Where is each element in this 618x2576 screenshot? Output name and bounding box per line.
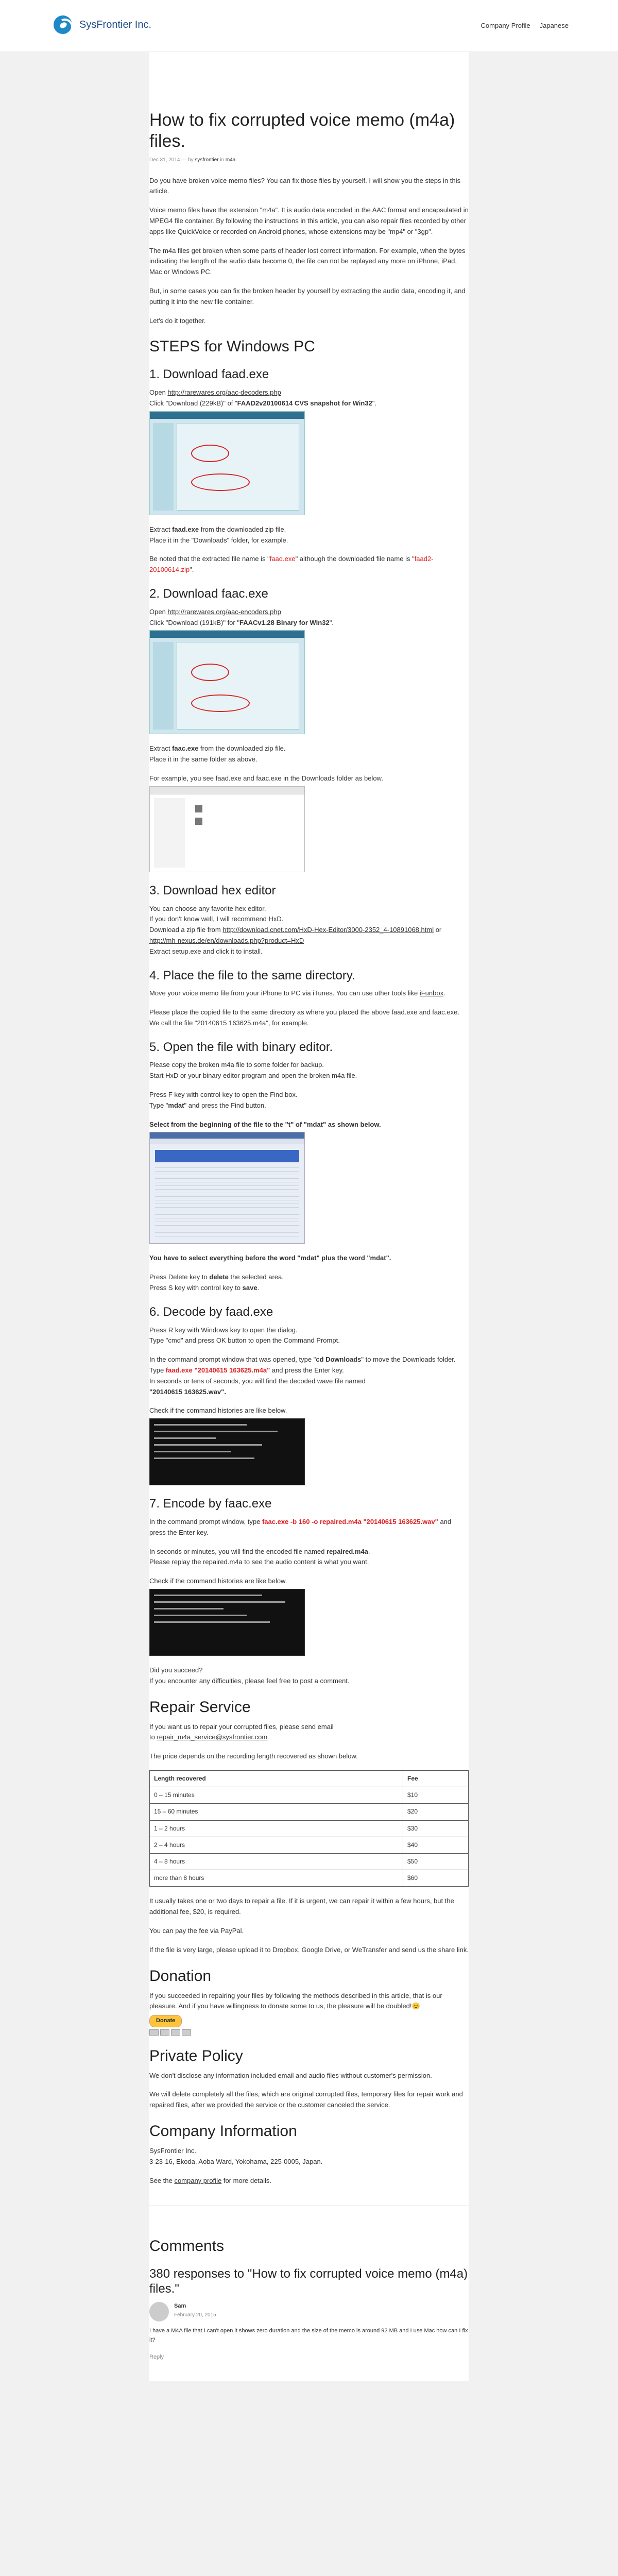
step6-p1	[149, 1325, 469, 1347]
reply-link[interactable]: Reply	[149, 2354, 164, 2361]
screenshot-bar	[150, 1132, 304, 1139]
step7-p3: Check if the command histories are like below.	[149, 1577, 287, 1585]
table-row	[150, 1870, 469, 1887]
step1-heading: 1. Download faad.exe	[149, 367, 269, 382]
nav-japanese[interactable]: Japanese	[539, 22, 569, 29]
step2-example: For example, you see faad.exe and faac.exe in the Downloads folder as below.	[149, 774, 383, 782]
fee-cell: $20	[403, 1804, 469, 1820]
text: for more details.	[221, 2176, 272, 2184]
repair-p3: It usually takes one or two days to repair a file. If it is urgent, we can repair it within a few hours, but the additional fee, $20, is required.	[149, 1897, 454, 1916]
text: Extract	[149, 744, 173, 753]
donate-button[interactable]: Donate	[149, 2015, 182, 2027]
screenshot-bar	[150, 412, 304, 419]
text: In the command prompt window that was opened, type "	[149, 1355, 316, 1364]
text: If you don't know well, I will recommend HxD.	[149, 915, 284, 923]
comment-author: Sam	[174, 2303, 186, 2310]
donate-block	[149, 2015, 469, 2036]
text: .	[443, 989, 445, 997]
text: " and press the Find button.	[184, 1101, 266, 1109]
text: Be noted that the extracted file name is "	[149, 555, 270, 563]
faad-exe-name: faad.exe	[172, 525, 199, 533]
text: You can choose any favorite hex editor.	[149, 904, 266, 912]
step5-p5	[149, 1272, 469, 1294]
highlight-oval	[191, 473, 250, 491]
amex-icon	[171, 2029, 180, 2036]
text: from the downloaded zip file.	[198, 744, 286, 753]
screenshot-bar	[150, 631, 304, 638]
console-line	[154, 1444, 262, 1446]
text: ".	[372, 399, 377, 407]
ifunbox-link[interactable]: iFunbox	[419, 989, 444, 997]
step5-p2	[149, 1090, 469, 1111]
text: We call the file "20140615 163625.m4a", for example.	[149, 1019, 309, 1027]
text: Press R key with Windows key to open the dialog.	[149, 1326, 298, 1334]
step1-open	[149, 387, 469, 409]
length-cell: more than 8 hours	[150, 1870, 403, 1887]
company-see	[149, 2176, 469, 2187]
text: .	[257, 1284, 260, 1292]
text: and press the Enter key.	[149, 1518, 452, 1536]
length-cell: 0 – 15 minutes	[150, 1787, 403, 1804]
step3-heading: 3. Download hex editor	[149, 883, 276, 897]
faad-zip-name: faad2-20100614.zip	[149, 555, 434, 574]
console-line	[154, 1608, 224, 1609]
company-name: SysFrontier Inc.	[149, 2147, 197, 2155]
intro-paragraph: The m4a files get broken when some parts of header lost correct information. For example, when the bytes indicating the length of the audio data become 0, the file can not be replayed any more on iPhone, iPad, Mac or Windows PC.	[149, 246, 466, 276]
console-line	[154, 1621, 270, 1623]
faac-download-name: FAACv1.28 Binary for Win32	[239, 618, 330, 626]
length-cell: 4 – 8 hours	[150, 1853, 403, 1870]
step7-p1	[149, 1517, 469, 1538]
text: to	[149, 1733, 157, 1741]
text: In seconds or tens of seconds, you will find the decoded wave file named	[149, 1377, 366, 1385]
step5-p4: You have to select everything before the word "mdat" plus the word "mdat".	[149, 1254, 391, 1262]
length-cell: 15 – 60 minutes	[150, 1804, 403, 1820]
company-heading: Company Information	[149, 2123, 297, 2140]
text: Press Delete key to	[149, 1273, 210, 1281]
text: .	[368, 1547, 370, 1555]
text: Please copy the broken m4a file to some folder for backup.	[149, 1061, 324, 1069]
site-title[interactable]: SysFrontier Inc.	[79, 19, 152, 30]
fee-cell: $50	[403, 1853, 469, 1870]
text: the selected area.	[228, 1273, 284, 1281]
fee-cell: $10	[403, 1787, 469, 1804]
text: and press the Enter key.	[270, 1366, 344, 1375]
step6-heading: 6. Decode by faad.exe	[149, 1304, 273, 1319]
company-profile-link[interactable]: company profile	[174, 2176, 222, 2184]
text: If you encounter any difficulties, please feel free to post a comment.	[149, 1676, 350, 1685]
step1-note	[149, 554, 469, 575]
console-line	[154, 1451, 231, 1452]
comment	[149, 2302, 469, 2321]
text: Type	[149, 1366, 166, 1375]
post-category[interactable]: m4a	[225, 157, 236, 163]
command-text: faac.exe -b 160 -o repaired.m4a "20140615 163625.wav"	[262, 1518, 438, 1526]
rarewares-encoders-link[interactable]: http://rarewares.org/aac-encoders.php	[167, 607, 281, 616]
command-prompt-screenshot	[149, 1589, 305, 1656]
console-line	[154, 1595, 262, 1596]
nav-company-profile[interactable]: Company Profile	[480, 22, 530, 29]
comment-text: I have a M4A file that I can't open it shows zero duration and the size of the memo is around 92 MB and I use Mac how can I fix it?	[149, 2328, 468, 2343]
highlight-oval	[191, 445, 229, 462]
table-row	[150, 1804, 469, 1820]
step4-heading: 4. Place the file to the same directory.	[149, 968, 355, 982]
text: Please place the copied file to the same directory as where you placed the above faad.exe and faac.exe.	[149, 1008, 459, 1016]
rarewares-decoders-screenshot	[149, 411, 305, 515]
post-date[interactable]: Dec 31, 2014	[149, 157, 180, 163]
mastercard-icon	[160, 2029, 169, 2036]
hex-rows	[155, 1164, 299, 1238]
logo-icon	[54, 15, 72, 34]
intro-paragraph: Voice memo files have the extension "m4a". It is audio data encoded in the AAC format and encapsulated in MPEG4 file container. By following the instructions in this article, you can also repair files recorded by other apps like QuickVoice or recorded on Android phones, whose extensions may be "mp4" or "3gp".	[149, 206, 469, 235]
company-address-block	[149, 2146, 469, 2167]
text: Download a zip file from	[149, 926, 223, 934]
comments-heading: Comments	[149, 2238, 225, 2255]
step2-open	[149, 607, 469, 629]
text: Please replay the repaired.m4a to see the audio content is what you want.	[149, 1558, 369, 1566]
text: Press S key with control key to	[149, 1284, 243, 1292]
privacy-heading: Private Policy	[149, 2047, 243, 2064]
rarewares-decoders-link[interactable]: http://rarewares.org/aac-decoders.php	[167, 388, 281, 397]
text: Extract setup.exe and click it to install.	[149, 947, 263, 955]
hex-selection	[155, 1150, 299, 1162]
text: Click "Download (229kB)" of "	[149, 399, 237, 407]
step4-p1	[149, 988, 469, 999]
text: In the command prompt window, type	[149, 1518, 262, 1526]
privacy-p2: We will delete completely all the files, which are original corrupted files, temporary files for repair work and repaired files, after we provided the service or the customer canceled the service.	[149, 2090, 463, 2109]
step1-extract	[149, 524, 469, 546]
privacy-p1: We don't disclose any information included email and audio files without customer's permission.	[149, 2071, 432, 2079]
mdat-word: mdat	[168, 1101, 184, 1109]
faad-exe-name: faad.exe	[269, 555, 296, 563]
console-line	[154, 1437, 216, 1439]
discover-icon	[182, 2029, 191, 2036]
post-meta	[149, 156, 469, 164]
steps-heading: STEPS for Windows PC	[149, 338, 315, 355]
file-icon	[195, 818, 202, 825]
step5-p1	[149, 1060, 469, 1081]
comments-count-heading: 380 responses to "How to fix corrupted voice memo (m4a) files."	[149, 2267, 468, 2296]
length-cell: 2 – 4 hours	[150, 1837, 403, 1853]
table-row	[150, 1837, 469, 1853]
text: from the downloaded zip file.	[199, 525, 286, 533]
hxd-mh-nexus-link[interactable]: http://mh-nexus.de/en/downloads.php?product=HxD	[149, 936, 304, 944]
post-author[interactable]: sysfrontier	[195, 157, 219, 163]
text: ".	[329, 618, 334, 626]
screenshot-pane	[177, 423, 299, 511]
fee-cell: $40	[403, 1837, 469, 1853]
hex-editor-screenshot	[149, 1132, 305, 1244]
step7-p4	[149, 1665, 469, 1687]
command-text: faad.exe "20140615 163625.m4a"	[165, 1366, 270, 1375]
text: If you want us to repair your corrupted files, please send email	[149, 1722, 334, 1731]
text: Start HxD or your binary editor program and open the broken m4a file.	[149, 1072, 357, 1080]
text: Open	[149, 388, 168, 397]
repair-p2: The price depends on the recording length recovered as shown below.	[149, 1752, 358, 1760]
hxd-cnet-link[interactable]: http://download.cnet.com/HxD-Hex-Editor/3000-2352_4-10891068.html	[222, 926, 434, 934]
text: " to move the Downloads folder.	[361, 1355, 456, 1364]
avatar	[149, 2302, 169, 2321]
site-logo[interactable]	[54, 15, 151, 34]
text: Click "Download (191kB)" for "	[149, 618, 239, 626]
step4-p2	[149, 1007, 469, 1029]
step5-heading: 5. Open the file with binary editor.	[149, 1040, 333, 1054]
text: Did you succeed?	[149, 1666, 203, 1674]
text: Place it in the "Downloads" folder, for example.	[149, 536, 288, 544]
text: Place it in the same folder as above.	[149, 755, 258, 764]
step7-p2	[149, 1547, 469, 1568]
article	[149, 52, 469, 2381]
table-row	[150, 1853, 469, 1870]
comment-header	[174, 2302, 216, 2321]
text: Type "cmd" and press OK button to open the Command Prompt.	[149, 1336, 340, 1345]
text: Extract	[149, 525, 173, 533]
column-header: Fee	[403, 1771, 469, 1787]
page-title: How to fix corrupted voice memo (m4a) files.	[149, 110, 455, 151]
console-line	[154, 1615, 247, 1616]
visa-icon	[149, 2029, 159, 2036]
fee-cell: $30	[403, 1820, 469, 1837]
command-prompt-screenshot	[149, 1418, 305, 1485]
fee-cell: $60	[403, 1870, 469, 1887]
table-header-row	[150, 1771, 469, 1787]
repair-p1	[149, 1722, 469, 1743]
text: " although the downloaded file name is "	[295, 555, 415, 563]
company-address: 3-23-16, Ekoda, Aoba Ward, Yokohama, 225-0005, Japan.	[149, 2157, 323, 2165]
save-word: save	[242, 1284, 258, 1292]
file-icon	[195, 805, 202, 812]
step7-heading: 7. Encode by faac.exe	[149, 1497, 272, 1511]
text: Type "	[149, 1101, 168, 1109]
rarewares-encoders-screenshot	[149, 630, 305, 734]
console-line	[154, 1424, 247, 1426]
repair-heading: Repair Service	[149, 1698, 251, 1716]
text: or	[434, 926, 442, 934]
screenshot-pane	[177, 642, 299, 730]
downloads-folder-screenshot	[149, 786, 305, 872]
step3-text	[149, 904, 469, 957]
table-row	[150, 1820, 469, 1837]
step2-heading: 2. Download faac.exe	[149, 586, 268, 601]
repair-p5: If the file is very large, please upload it to Dropbox, Google Drive, or WeTransfer and send us the share link.	[149, 1945, 469, 1954]
console-line	[154, 1458, 254, 1459]
text: ".	[190, 566, 194, 574]
text: Press F key with control key to open the Find box.	[149, 1091, 298, 1099]
step6-p3: Check if the command histories are like below.	[149, 1406, 287, 1415]
column-header: Length recovered	[150, 1771, 403, 1787]
screenshot-toolbar	[150, 1139, 304, 1144]
intro-paragraph: Do you have broken voice memo files? You can fix those files by yourself. I will show you the steps in this article.	[149, 176, 461, 195]
text: Open	[149, 607, 168, 616]
table-row	[150, 1787, 469, 1804]
console-line	[154, 1601, 285, 1603]
donation-heading: Donation	[149, 1967, 212, 1985]
screenshot-sidebar	[153, 423, 174, 511]
repaired-file-name: repaired.m4a	[326, 1547, 368, 1555]
text: Move your voice memo file from your iPhone to PC via iTunes. You can use other tools like	[149, 989, 420, 997]
delete-word: delete	[209, 1273, 229, 1281]
post-by: — by	[181, 157, 194, 163]
price-table	[149, 1770, 469, 1887]
faac-exe-name: faac.exe	[172, 744, 199, 753]
donation-p1: If you succeeded in repairing your files by following the methods described in this article, that is our pleasure. And if you have willingness to donate some to us, the pleasure will be doubled!😊	[149, 1991, 442, 2010]
text: See the	[149, 2176, 175, 2184]
intro-paragraph: But, in some cases you can fix the broken header by yourself by extracting the audio data, encoding it, and putting it into the new file container.	[149, 286, 466, 306]
intro-paragraph: Let's do it together.	[149, 316, 206, 325]
site-header	[0, 0, 618, 52]
screenshot-bar	[150, 787, 304, 794]
step5-p3: Select from the beginning of the file to the "t" of "mdat" as shown below.	[149, 1120, 381, 1128]
payment-cards	[149, 2029, 469, 2036]
repair-email-link[interactable]: repair_m4a_service@sysfrontier.com	[157, 1733, 268, 1741]
post-in: in	[220, 157, 225, 163]
wav-file-name: "20140615 163625.wav".	[149, 1387, 226, 1396]
screenshot-sidebar	[153, 642, 174, 730]
step2-extract	[149, 743, 469, 765]
comment-date[interactable]: February 20, 2015	[174, 2312, 216, 2318]
faad-download-name: FAAD2v20100614 CVS snapshot for Win32	[237, 399, 372, 407]
repair-p4: You can pay the fee via PayPal.	[149, 1926, 244, 1935]
command-text: cd Downloads	[316, 1355, 362, 1364]
main-nav	[481, 22, 569, 29]
length-cell: 1 – 2 hours	[150, 1820, 403, 1837]
text: In seconds or minutes, you will find the encoded file named	[149, 1547, 327, 1555]
screenshot-sidebar	[154, 798, 185, 868]
console-line	[154, 1431, 278, 1432]
step6-p2	[149, 1354, 469, 1397]
